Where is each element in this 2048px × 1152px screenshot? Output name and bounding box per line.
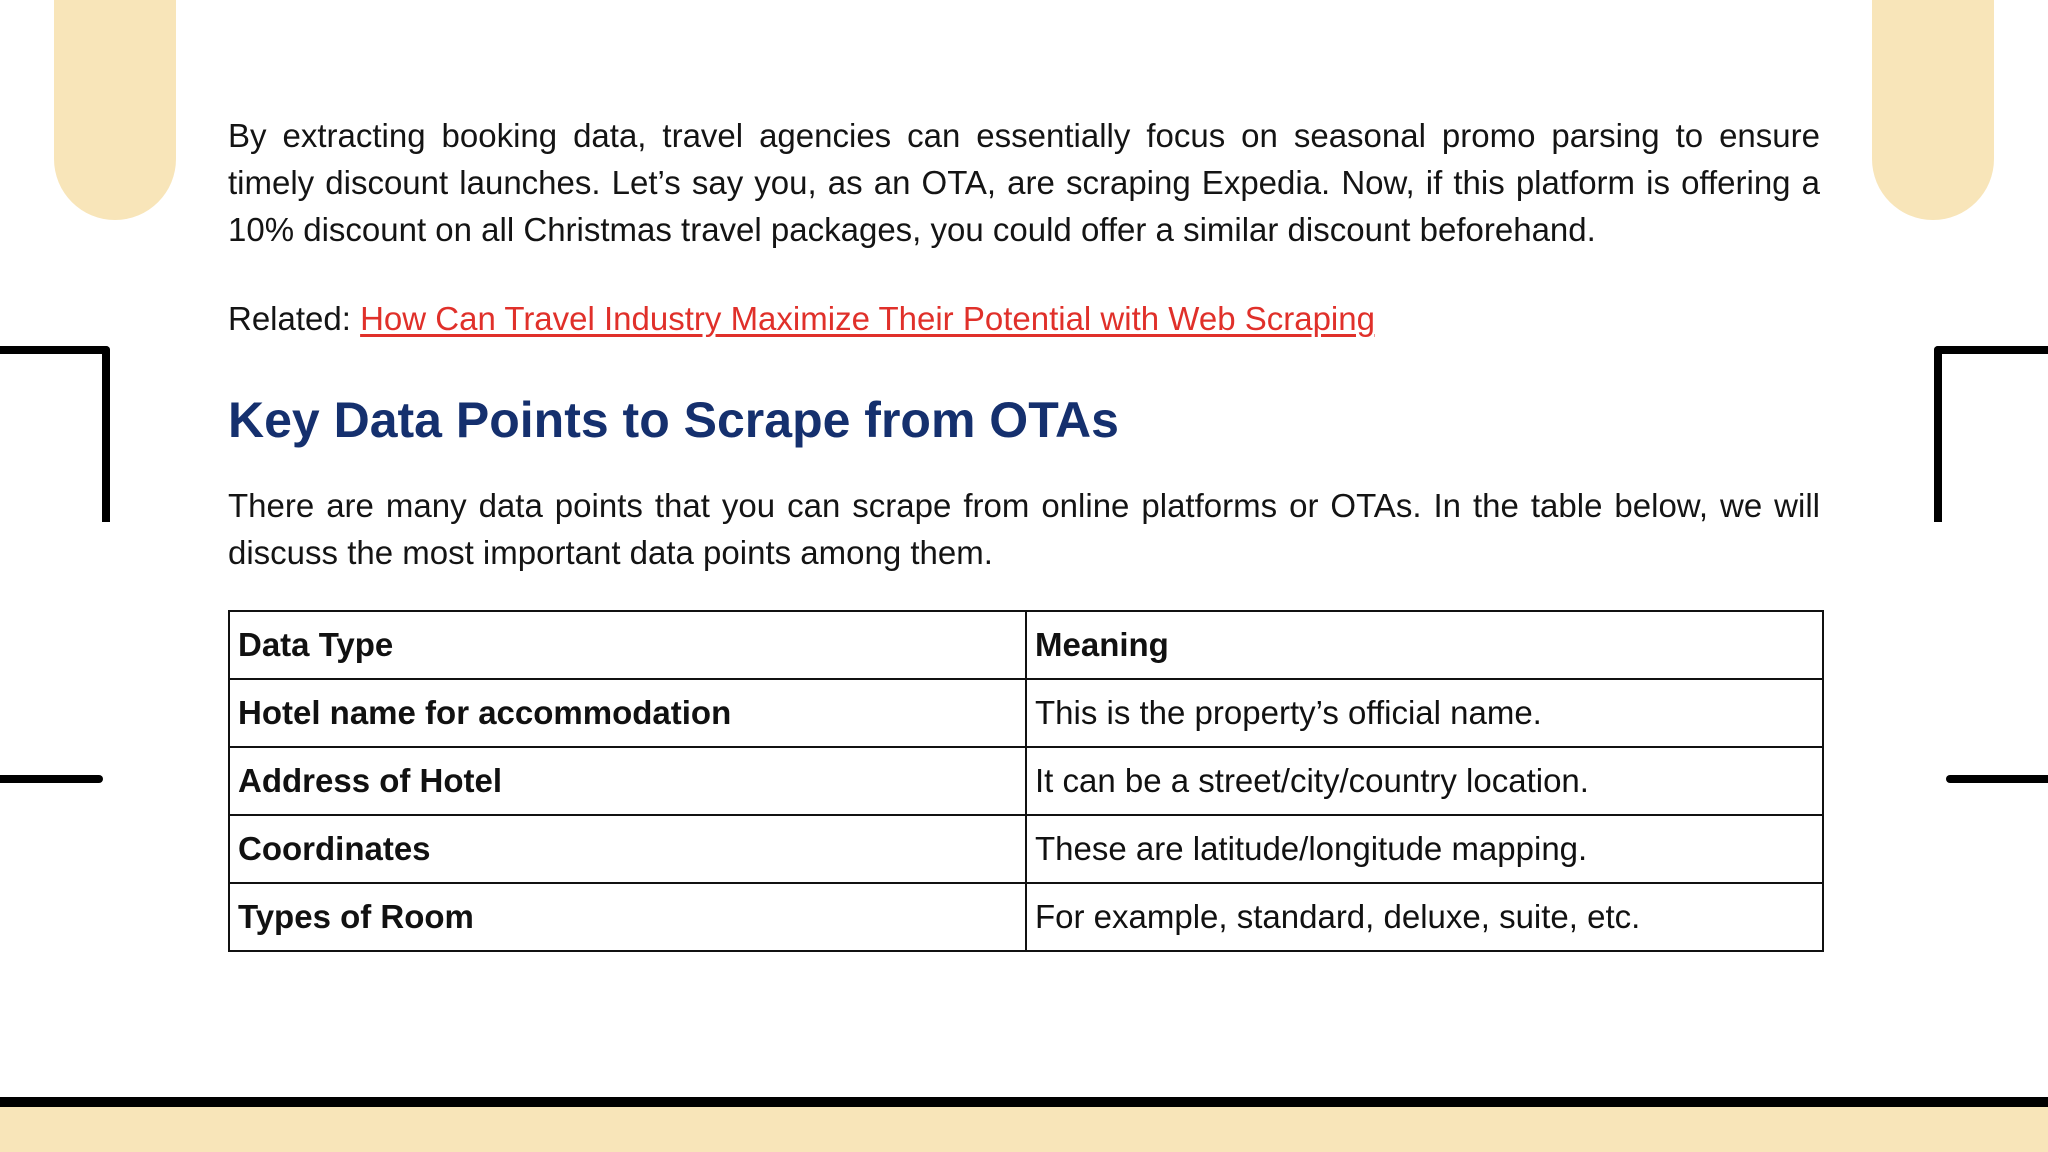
header-meaning: Meaning: [1026, 611, 1823, 679]
table-row: [229, 883, 1823, 951]
cell-data-type: Hotel name for accommodation: [229, 679, 1026, 747]
related-line: [228, 295, 1820, 342]
footer-band: [0, 1107, 2048, 1152]
section-paragraph: There are many data points that you can scrape from online platforms or OTAs. In the table below, we will discuss the most important data points among them.: [228, 487, 1820, 571]
section-heading: Key Data Points to Scrape from OTAs: [228, 392, 1119, 448]
intro-paragraph: By extracting booking data, travel agencies can essentially focus on seasonal promo parsing to ensure timely discount launches. Let’s say you, as an OTA, are scraping Expedia. Now, if this platform is offering a 10% discount on all Christmas travel packages, you could offer a similar discount beforehand.: [228, 117, 1820, 248]
table-row: [229, 815, 1823, 883]
related-article-link[interactable]: How Can Travel Industry Maximize Their Potential with Web Scraping: [360, 300, 1375, 337]
table-row: [229, 747, 1823, 815]
article-content: [228, 112, 1820, 952]
cell-meaning: These are latitude/longitude mapping.: [1026, 815, 1823, 883]
decorative-dash-left: [0, 775, 103, 783]
decorative-pill-left: [54, 0, 176, 220]
cell-meaning: It can be a street/city/country location.: [1026, 747, 1823, 815]
decorative-dash-right: [1946, 775, 2048, 783]
data-points-table: [228, 610, 1824, 952]
decorative-bracket-right: [1934, 346, 2048, 522]
cell-data-type: Address of Hotel: [229, 747, 1026, 815]
footer-divider: [0, 1097, 2048, 1107]
table-row: [229, 679, 1823, 747]
decorative-bracket-left: [0, 346, 110, 522]
cell-meaning: For example, standard, deluxe, suite, etc.: [1026, 883, 1823, 951]
related-prefix: Related:: [228, 300, 351, 337]
cell-data-type: Types of Room: [229, 883, 1026, 951]
cell-data-type: Coordinates: [229, 815, 1026, 883]
cell-meaning: This is the property’s official name.: [1026, 679, 1823, 747]
decorative-pill-right: [1872, 0, 1994, 220]
table-header-row: [229, 611, 1823, 679]
header-data-type: Data Type: [229, 611, 1026, 679]
